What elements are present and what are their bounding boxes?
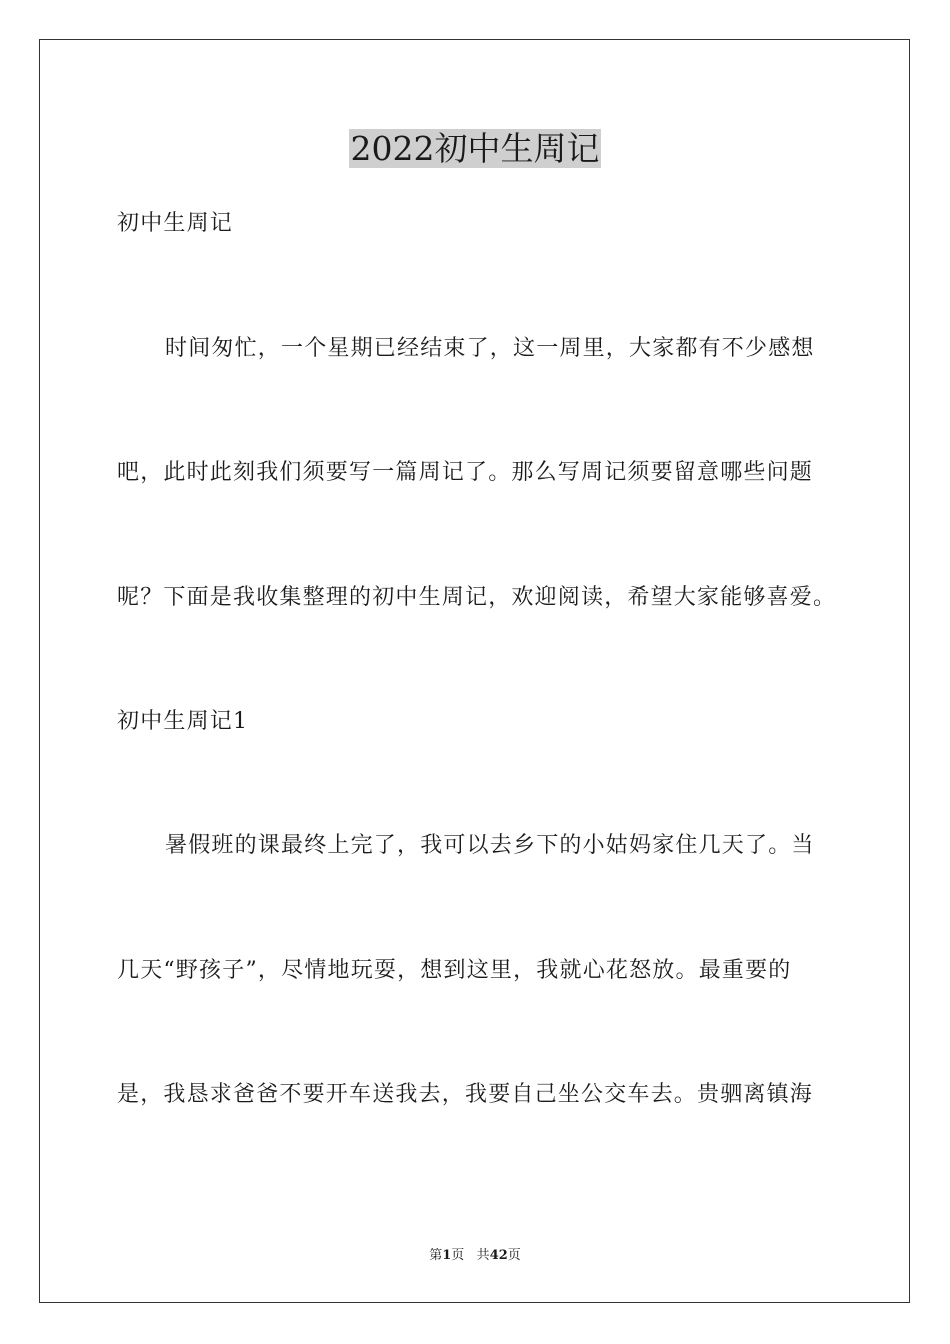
document-title: [0, 126, 950, 172]
paragraph-line: 暑假班的课最终上完了，我可以去乡下的小姑妈家住几天了。当: [165, 833, 815, 858]
paragraph-line: 呢？下面是我收集整理的初中生周记，欢迎阅读，希望大家能够喜爱。: [117, 585, 837, 610]
paragraph-line: 是，我恳求爸爸不要开车送我去，我要自己坐公交车去。贵驷离镇海: [117, 1082, 814, 1107]
section-heading-intro: 初中生周记: [117, 211, 234, 236]
current-page-number: 1: [442, 1248, 452, 1263]
document-title-text: 2022初中生周记: [350, 129, 600, 168]
paragraph-line: 吧，此时此刻我们须要写一篇周记了。那么写周记须要留意哪些问题: [117, 460, 814, 485]
paragraph-line: 时间匆忙，一个星期已经结束了，这一周里，大家都有不少感想: [165, 336, 815, 361]
paragraph-line: 几天“野孩子”，尽情地玩耍，想到这里，我就心花怒放。最重要的: [117, 958, 792, 983]
page-footer: 第1页 共42页: [429, 1248, 521, 1263]
section-heading-1: 初中生周记1: [117, 709, 249, 734]
total-pages-number: 42: [489, 1248, 508, 1263]
